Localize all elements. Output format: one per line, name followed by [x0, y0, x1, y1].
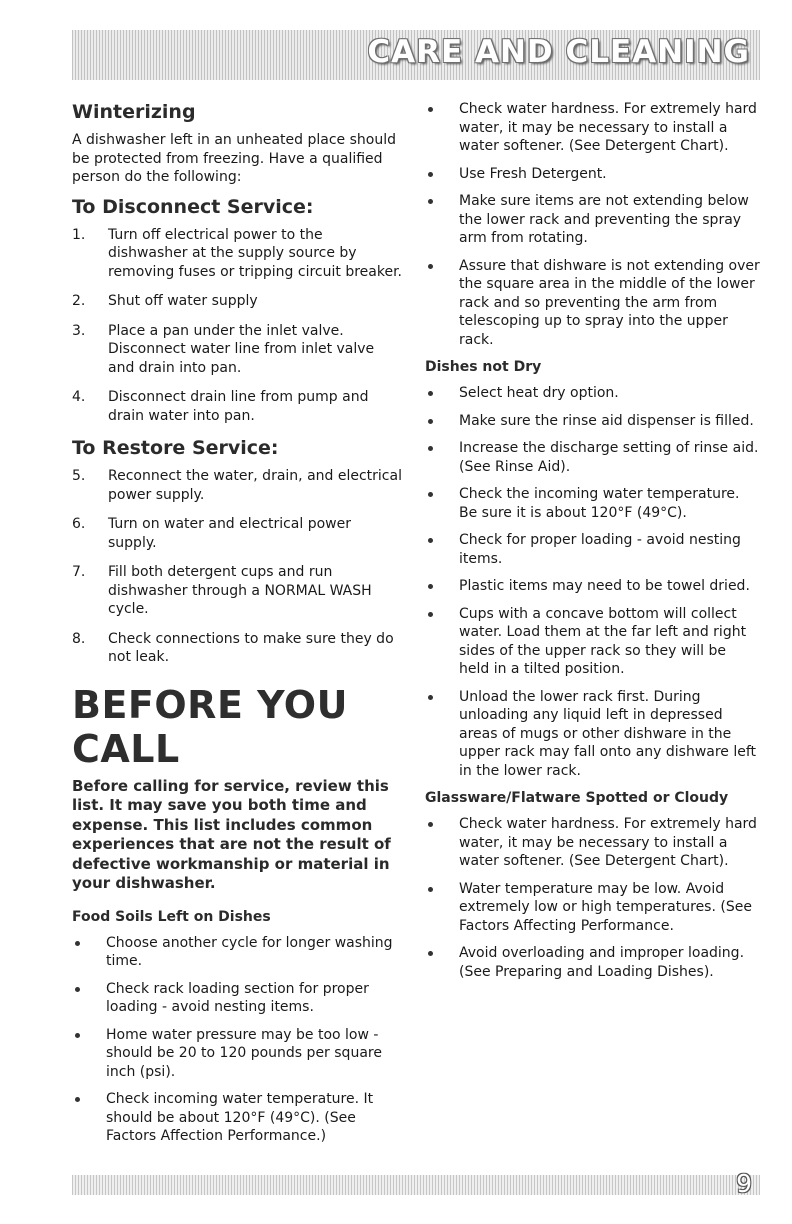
step-item: 1. Turn off electrical power to the dishwasher at the supply source by removing fuses or tripping circuit breaker. — [72, 226, 402, 280]
list-item: Unload the lower rack first. During unloading any liquid left in depressed areas of mugs or other dishware in the upper rack may fall onto any dishware left in the lower rack. — [425, 688, 760, 781]
section-title: CARE AND CLEANING — [367, 34, 750, 70]
list-item: Check the incoming water temperature. Be sure it is about 120°F (49°C). — [425, 485, 760, 522]
step-item: 4. Disconnect drain line from pump and drain water into pan. — [72, 389, 369, 424]
winterizing-heading: Winterizing — [72, 101, 196, 123]
step-item: 5. Reconnect the water, drain, and electrical power supply. — [72, 468, 402, 503]
page-number: 9 — [736, 1169, 752, 1198]
disconnect-heading: To Disconnect Service: — [72, 195, 314, 218]
list-item: Choose another cycle for longer washing time. — [72, 934, 402, 971]
list-item: Check water hardness. For extremely hard water, it may be necessary to install a water softener. (See Detergent Chart). — [425, 815, 760, 871]
list-item: Check water hardness. For extremely hard water, it may be necessary to install a water softener. (See Detergent Chart). — [425, 100, 760, 156]
list-item: Use Fresh Detergent. — [425, 165, 760, 184]
step-item: 8. Check connections to make sure they do not leak. — [72, 630, 394, 665]
list-item: Cups with a concave bottom will collect water. Load them at the far left and right sides of the upper rack so they will be held in a tilted position. — [425, 605, 760, 679]
dishes-not-dry-list — [425, 384, 760, 780]
disconnect-steps — [72, 226, 402, 426]
list-item: Water temperature may be low. Avoid extremely low or high temperatures. (See Factors Affecting Performance. — [425, 880, 760, 936]
food-soils-heading: Food Soils Left on Dishes — [72, 908, 271, 925]
list-item: Make sure the rinse aid dispenser is filled. — [425, 412, 760, 431]
list-item: Select heat dry option. — [425, 384, 760, 403]
step-item: 3. Place a pan under the inlet valve. Disconnect water line from inlet valve and drain into pan. — [72, 322, 375, 376]
step-item: 7. Fill both detergent cups and run dishwasher through a NORMAL WASH cycle. — [72, 564, 372, 617]
step-item: 6. Turn on water and electrical power supply. — [72, 516, 351, 551]
list-item: Avoid overloading and improper loading. (See Preparing and Loading Dishes). — [425, 944, 760, 981]
left-column — [72, 100, 402, 1155]
list-item: Check for proper loading - avoid nesting items. — [425, 531, 760, 568]
list-item: Check rack loading section for proper loading - avoid nesting items. — [72, 980, 402, 1017]
dishes-not-dry-heading: Dishes not Dry — [425, 359, 542, 375]
list-item: Plastic items may need to be towel dried. — [425, 577, 760, 596]
winterizing-intro: A dishwasher left in an unheated place should be protected from freezing. Have a qualified person do the following: — [72, 132, 396, 185]
step-item: 2. Shut off water supply — [72, 293, 258, 309]
restore-heading: To Restore Service: — [72, 437, 279, 459]
list-item: Make sure items are not extending below the lower rack and preventing the spray arm from rotating. — [425, 192, 760, 248]
footer-bar — [72, 1169, 760, 1198]
header-bar — [72, 30, 760, 80]
glassware-heading: Glassware/Flatware Spotted or Cloudy — [425, 790, 729, 806]
food-soils-list-continued — [425, 100, 760, 349]
list-item: Home water pressure may be too low - should be 20 to 120 pounds per square inch (psi). — [72, 1026, 402, 1082]
list-item: Assure that dishware is not extending over the square area in the middle of the lower rack and so preventing the arm from telescoping up to spray into the upper rack. — [425, 257, 760, 350]
list-item: Check incoming water temperature. It should be about 120°F (49°C). (See Factors Affection Performance.) — [72, 1090, 402, 1146]
before-you-call-heading: BEFORE YOU CALL — [72, 682, 348, 771]
food-soils-list — [72, 934, 402, 1146]
list-item: Increase the discharge setting of rinse aid. (See Rinse Aid). — [425, 439, 760, 476]
glassware-list — [425, 815, 760, 981]
before-you-call-lead: Before calling for service, review this list. It may save you both time and expense. This list includes common experiences that are not the result of defective workmanship or material in your dishwasher. — [72, 776, 391, 892]
right-column — [425, 100, 760, 990]
restore-steps — [72, 467, 402, 667]
